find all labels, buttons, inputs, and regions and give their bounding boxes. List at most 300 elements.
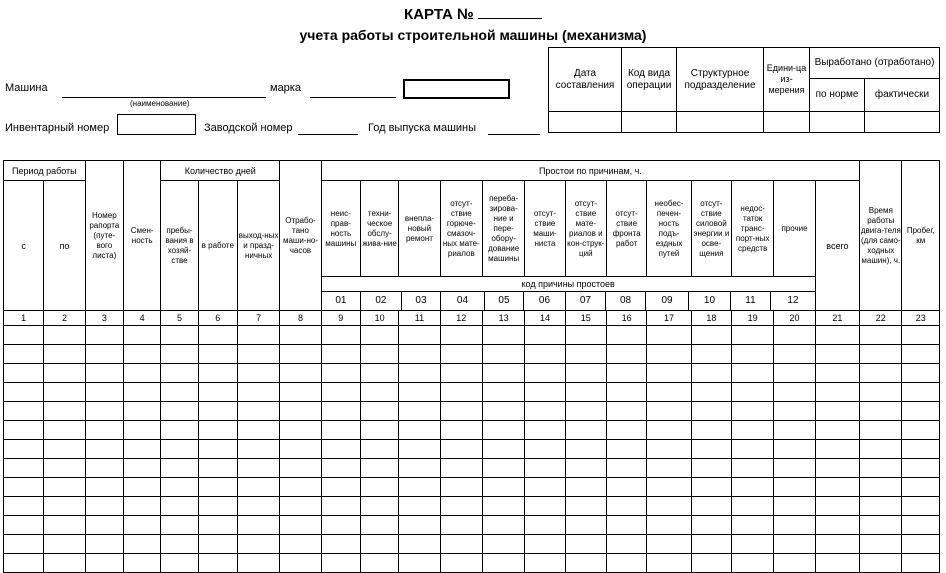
table-cell[interactable] [815,421,859,440]
table-cell[interactable] [815,383,859,402]
table-cell[interactable] [815,345,859,364]
table-cell[interactable] [691,364,731,383]
table-cell[interactable] [565,497,606,516]
table-cell[interactable] [860,402,902,421]
table-cell[interactable] [360,478,398,497]
table-cell[interactable] [902,554,940,573]
table-cell[interactable] [815,459,859,478]
table-cell[interactable] [161,421,198,440]
table-cell[interactable] [902,440,940,459]
table-cell[interactable] [482,535,524,554]
table-cell[interactable] [280,459,321,478]
table-cell[interactable] [691,326,731,345]
by-norm-cell[interactable] [810,112,865,133]
table-cell[interactable] [815,402,859,421]
table-cell[interactable] [902,459,940,478]
table-cell[interactable] [440,459,482,478]
table-cell[interactable] [280,554,321,573]
table-cell[interactable] [815,440,859,459]
table-cell[interactable] [124,364,161,383]
table-cell[interactable] [860,364,902,383]
table-cell[interactable] [482,421,524,440]
table-cell[interactable] [237,516,279,535]
table-cell[interactable] [85,383,123,402]
table-cell[interactable] [774,516,815,535]
table-cell[interactable] [198,383,237,402]
table-cell[interactable] [774,421,815,440]
table-cell[interactable] [732,535,774,554]
table-cell[interactable] [902,326,940,345]
table-cell[interactable] [482,459,524,478]
table-cell[interactable] [85,459,123,478]
table-cell[interactable] [198,497,237,516]
table-cell[interactable] [280,497,321,516]
table-cell[interactable] [860,497,902,516]
table-cell[interactable] [237,535,279,554]
table-cell[interactable] [774,383,815,402]
table-cell[interactable] [606,478,646,497]
table-cell[interactable] [691,440,731,459]
table-cell[interactable] [774,402,815,421]
table-cell[interactable] [4,402,44,421]
table-cell[interactable] [360,459,398,478]
table-cell[interactable] [237,364,279,383]
table-cell[interactable] [161,326,198,345]
table-cell[interactable] [565,326,606,345]
table-cell[interactable] [399,535,440,554]
table-cell[interactable] [440,364,482,383]
table-cell[interactable] [198,478,237,497]
table-cell[interactable] [321,345,360,364]
table-cell[interactable] [198,326,237,345]
table-cell[interactable] [815,516,859,535]
table-cell[interactable] [647,535,691,554]
table-cell[interactable] [732,326,774,345]
table-cell[interactable] [124,497,161,516]
table-cell[interactable] [860,554,902,573]
table-cell[interactable] [321,421,360,440]
table-cell[interactable] [280,345,321,364]
table-cell[interactable] [85,364,123,383]
table-cell[interactable] [237,345,279,364]
table-cell[interactable] [85,421,123,440]
table-cell[interactable] [732,402,774,421]
table-cell[interactable] [647,383,691,402]
table-cell[interactable] [198,535,237,554]
table-cell[interactable] [399,459,440,478]
table-cell[interactable] [902,364,940,383]
table-cell[interactable] [815,364,859,383]
table-cell[interactable] [902,535,940,554]
table-cell[interactable] [44,326,85,345]
factory-number-field[interactable] [298,134,358,135]
table-cell[interactable] [860,516,902,535]
brand-code-box[interactable] [403,79,510,99]
table-cell[interactable] [4,364,44,383]
table-cell[interactable] [237,478,279,497]
table-cell[interactable] [565,535,606,554]
table-cell[interactable] [85,497,123,516]
table-cell[interactable] [198,440,237,459]
table-cell[interactable] [525,478,565,497]
table-cell[interactable] [237,554,279,573]
table-cell[interactable] [44,497,85,516]
table-cell[interactable] [360,421,398,440]
table-cell[interactable] [198,402,237,421]
table-cell[interactable] [4,383,44,402]
table-cell[interactable] [360,516,398,535]
table-cell[interactable] [525,345,565,364]
table-cell[interactable] [399,421,440,440]
table-cell[interactable] [691,535,731,554]
table-cell[interactable] [647,402,691,421]
table-cell[interactable] [4,421,44,440]
table-cell[interactable] [44,364,85,383]
table-cell[interactable] [44,554,85,573]
table-cell[interactable] [4,459,44,478]
table-cell[interactable] [774,345,815,364]
table-cell[interactable] [774,326,815,345]
table-cell[interactable] [902,497,940,516]
table-cell[interactable] [860,440,902,459]
table-cell[interactable] [691,497,731,516]
table-cell[interactable] [360,497,398,516]
table-cell[interactable] [161,554,198,573]
table-cell[interactable] [280,364,321,383]
table-cell[interactable] [565,421,606,440]
table-cell[interactable] [565,478,606,497]
table-cell[interactable] [321,478,360,497]
table-cell[interactable] [124,402,161,421]
table-cell[interactable] [321,554,360,573]
card-number-field[interactable] [478,6,542,19]
table-cell[interactable] [606,383,646,402]
table-cell[interactable] [482,383,524,402]
table-cell[interactable] [525,516,565,535]
table-cell[interactable] [360,326,398,345]
table-cell[interactable] [124,440,161,459]
table-cell[interactable] [606,459,646,478]
table-cell[interactable] [124,345,161,364]
table-cell[interactable] [440,478,482,497]
table-cell[interactable] [161,364,198,383]
table-cell[interactable] [237,383,279,402]
table-cell[interactable] [691,383,731,402]
table-cell[interactable] [4,554,44,573]
table-cell[interactable] [482,402,524,421]
table-cell[interactable] [44,516,85,535]
table-cell[interactable] [440,326,482,345]
table-cell[interactable] [44,383,85,402]
table-cell[interactable] [732,554,774,573]
table-cell[interactable] [815,497,859,516]
table-cell[interactable] [124,554,161,573]
table-cell[interactable] [606,326,646,345]
table-cell[interactable] [647,554,691,573]
table-cell[interactable] [124,326,161,345]
table-cell[interactable] [860,383,902,402]
table-cell[interactable] [44,535,85,554]
table-cell[interactable] [525,459,565,478]
table-cell[interactable] [647,440,691,459]
table-cell[interactable] [360,402,398,421]
table-cell[interactable] [280,535,321,554]
table-cell[interactable] [237,421,279,440]
table-cell[interactable] [321,497,360,516]
table-cell[interactable] [440,554,482,573]
table-cell[interactable] [237,440,279,459]
table-cell[interactable] [902,478,940,497]
table-cell[interactable] [85,478,123,497]
table-cell[interactable] [606,364,646,383]
table-cell[interactable] [606,497,646,516]
table-cell[interactable] [85,326,123,345]
table-cell[interactable] [321,364,360,383]
table-cell[interactable] [161,440,198,459]
table-cell[interactable] [4,535,44,554]
table-cell[interactable] [732,364,774,383]
table-cell[interactable] [647,497,691,516]
table-cell[interactable] [482,440,524,459]
table-cell[interactable] [124,383,161,402]
table-cell[interactable] [774,535,815,554]
table-cell[interactable] [606,402,646,421]
table-cell[interactable] [774,497,815,516]
table-cell[interactable] [440,402,482,421]
table-cell[interactable] [691,345,731,364]
table-cell[interactable] [647,364,691,383]
unit-cell[interactable] [764,112,810,133]
table-cell[interactable] [565,440,606,459]
table-cell[interactable] [124,459,161,478]
table-cell[interactable] [647,459,691,478]
table-cell[interactable] [399,516,440,535]
table-cell[interactable] [399,497,440,516]
table-cell[interactable] [280,421,321,440]
table-cell[interactable] [691,459,731,478]
table-cell[interactable] [4,440,44,459]
table-cell[interactable] [732,459,774,478]
table-cell[interactable] [321,459,360,478]
table-cell[interactable] [732,383,774,402]
table-cell[interactable] [237,326,279,345]
table-cell[interactable] [399,364,440,383]
table-cell[interactable] [525,402,565,421]
table-cell[interactable] [161,478,198,497]
year-field[interactable] [488,134,540,135]
table-cell[interactable] [399,402,440,421]
table-cell[interactable] [161,402,198,421]
table-cell[interactable] [565,345,606,364]
table-cell[interactable] [4,326,44,345]
table-cell[interactable] [732,440,774,459]
table-cell[interactable] [44,345,85,364]
table-cell[interactable] [482,345,524,364]
table-cell[interactable] [440,440,482,459]
table-cell[interactable] [124,516,161,535]
table-cell[interactable] [85,516,123,535]
table-cell[interactable] [161,459,198,478]
machine-name-field[interactable] [62,97,266,98]
table-cell[interactable] [280,326,321,345]
table-cell[interactable] [860,421,902,440]
table-cell[interactable] [198,345,237,364]
table-cell[interactable] [691,478,731,497]
table-cell[interactable] [44,459,85,478]
table-cell[interactable] [280,383,321,402]
table-cell[interactable] [399,478,440,497]
table-cell[interactable] [860,345,902,364]
table-cell[interactable] [237,459,279,478]
table-cell[interactable] [198,459,237,478]
table-cell[interactable] [440,497,482,516]
date-cell[interactable] [549,112,622,133]
table-cell[interactable] [902,421,940,440]
table-cell[interactable] [399,554,440,573]
table-cell[interactable] [732,516,774,535]
table-cell[interactable] [85,402,123,421]
table-cell[interactable] [85,440,123,459]
table-cell[interactable] [774,554,815,573]
table-cell[interactable] [321,440,360,459]
table-cell[interactable] [399,383,440,402]
table-cell[interactable] [815,326,859,345]
table-cell[interactable] [606,535,646,554]
table-cell[interactable] [360,345,398,364]
table-cell[interactable] [774,459,815,478]
table-cell[interactable] [691,516,731,535]
table-cell[interactable] [321,383,360,402]
table-cell[interactable] [399,440,440,459]
table-cell[interactable] [565,364,606,383]
table-cell[interactable] [525,421,565,440]
table-cell[interactable] [237,497,279,516]
table-cell[interactable] [440,516,482,535]
table-cell[interactable] [860,326,902,345]
table-cell[interactable] [280,440,321,459]
table-cell[interactable] [237,402,279,421]
table-cell[interactable] [440,345,482,364]
table-cell[interactable] [902,402,940,421]
table-cell[interactable] [691,402,731,421]
table-cell[interactable] [565,554,606,573]
table-cell[interactable] [774,364,815,383]
table-cell[interactable] [902,345,940,364]
table-cell[interactable] [161,383,198,402]
table-cell[interactable] [360,383,398,402]
table-cell[interactable] [198,421,237,440]
table-cell[interactable] [280,478,321,497]
table-cell[interactable] [85,345,123,364]
table-cell[interactable] [732,421,774,440]
table-cell[interactable] [525,383,565,402]
table-cell[interactable] [606,440,646,459]
table-cell[interactable] [85,535,123,554]
table-cell[interactable] [606,345,646,364]
table-cell[interactable] [198,554,237,573]
table-cell[interactable] [399,345,440,364]
table-cell[interactable] [525,440,565,459]
table-cell[interactable] [606,421,646,440]
table-cell[interactable] [124,478,161,497]
division-cell[interactable] [677,112,764,133]
brand-field[interactable] [310,97,396,98]
table-cell[interactable] [482,516,524,535]
table-cell[interactable] [732,497,774,516]
table-cell[interactable] [774,440,815,459]
table-cell[interactable] [4,497,44,516]
table-cell[interactable] [440,383,482,402]
table-cell[interactable] [774,478,815,497]
table-cell[interactable] [647,421,691,440]
table-cell[interactable] [691,554,731,573]
table-cell[interactable] [44,478,85,497]
table-cell[interactable] [161,535,198,554]
table-cell[interactable] [647,478,691,497]
table-cell[interactable] [360,440,398,459]
table-cell[interactable] [280,402,321,421]
table-cell[interactable] [647,516,691,535]
table-cell[interactable] [360,364,398,383]
table-cell[interactable] [691,421,731,440]
table-cell[interactable] [85,554,123,573]
table-cell[interactable] [815,554,859,573]
table-cell[interactable] [360,554,398,573]
table-cell[interactable] [161,497,198,516]
table-cell[interactable] [280,516,321,535]
table-cell[interactable] [606,516,646,535]
inventory-number-box[interactable] [117,114,196,135]
table-cell[interactable] [44,421,85,440]
table-cell[interactable] [565,383,606,402]
table-cell[interactable] [482,364,524,383]
table-cell[interactable] [902,383,940,402]
table-cell[interactable] [565,459,606,478]
table-cell[interactable] [321,326,360,345]
table-cell[interactable] [860,478,902,497]
table-cell[interactable] [161,345,198,364]
table-cell[interactable] [321,516,360,535]
table-cell[interactable] [732,345,774,364]
table-cell[interactable] [4,516,44,535]
table-cell[interactable] [482,326,524,345]
table-cell[interactable] [198,516,237,535]
table-cell[interactable] [124,421,161,440]
table-cell[interactable] [525,554,565,573]
table-cell[interactable] [647,345,691,364]
table-cell[interactable] [4,345,44,364]
table-cell[interactable] [815,478,859,497]
table-cell[interactable] [732,478,774,497]
table-cell[interactable] [360,535,398,554]
table-cell[interactable] [482,497,524,516]
table-cell[interactable] [647,326,691,345]
table-cell[interactable] [161,516,198,535]
table-cell[interactable] [902,516,940,535]
table-cell[interactable] [565,516,606,535]
table-cell[interactable] [525,364,565,383]
table-cell[interactable] [860,535,902,554]
actual-cell[interactable] [865,112,940,133]
table-cell[interactable] [482,478,524,497]
table-cell[interactable] [606,554,646,573]
op-code-cell[interactable] [622,112,677,133]
table-cell[interactable] [860,459,902,478]
table-cell[interactable] [44,440,85,459]
table-cell[interactable] [815,535,859,554]
table-cell[interactable] [198,364,237,383]
table-cell[interactable] [525,535,565,554]
